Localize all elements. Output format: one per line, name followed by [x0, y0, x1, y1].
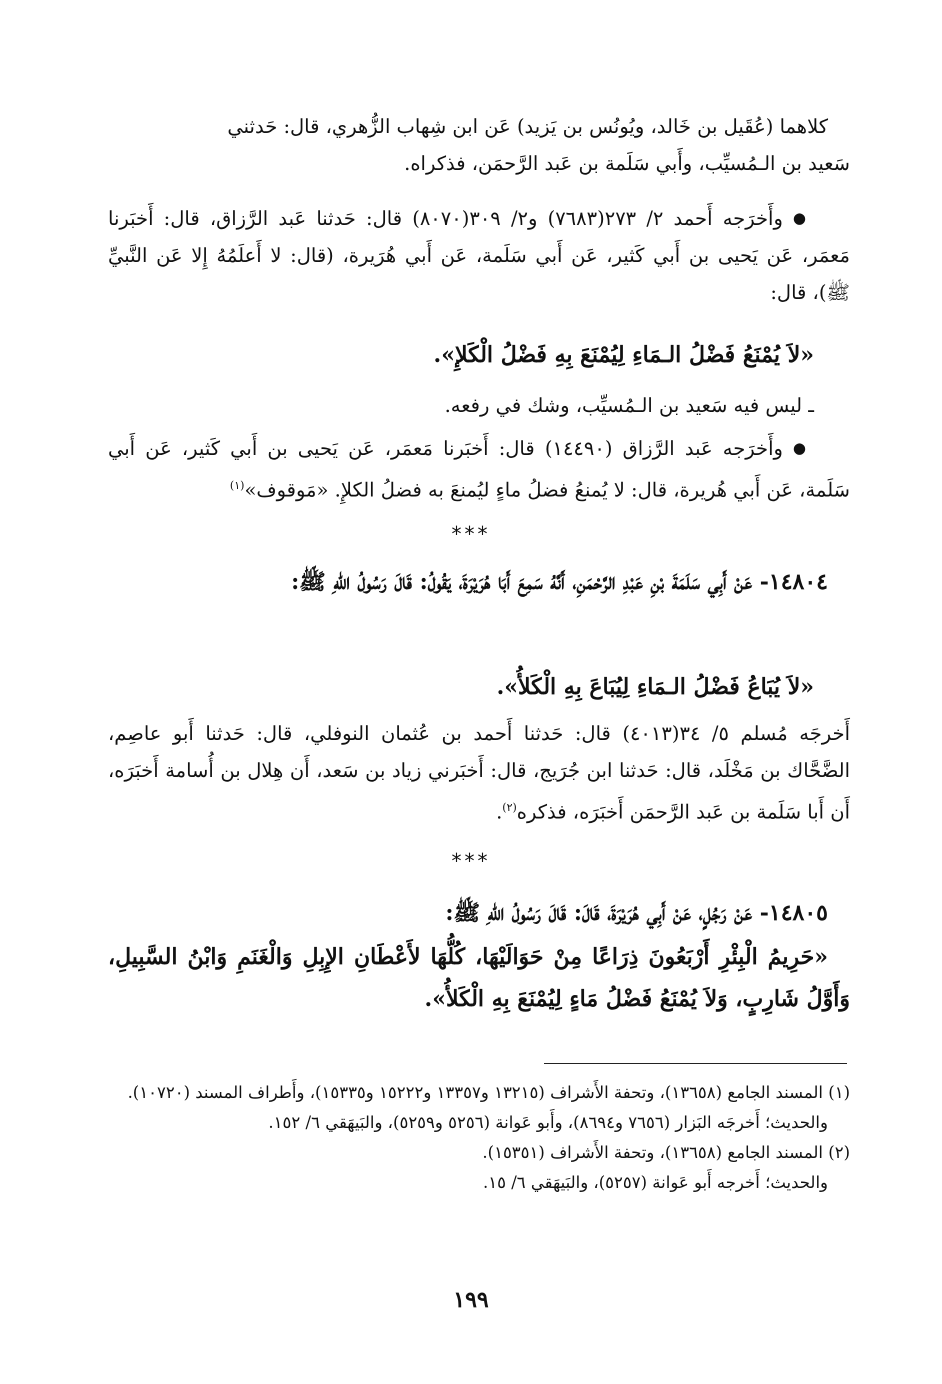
footnote-ref: (٢)	[502, 801, 517, 814]
hadith-quote: «لاَ يُبَاعُ فَضْلُ الـمَاءِ لِيُبَاعَ بِهِ الْكَلأُ».	[496, 674, 814, 700]
hadith-text: ١٤٨٠٤- عَنْ أَبِي سَلَمَةَ بْنِ عَبْدِ الرَّحْمَنِ، أَنَّهُ سَمِعَ أَبَا هُرَيْرَةَ، يَقُولُ: قَالَ رَسُولُ اللهِ ﷺ:	[291, 569, 828, 595]
bullet-icon: ●	[792, 209, 806, 227]
paragraph-takhrij-muslim	[108, 715, 850, 831]
footnote-divider	[544, 1063, 847, 1064]
paragraph-takhrij-abdurrazzaq	[108, 430, 850, 509]
footnote-1: (١) المسند الجامع (١٣٦٥٨)، وتحفة الأَشراف (١٣٢١٥ و١٣٣٥٧ و١٥٢٢٢ و١٥٣٣٥)، وأَطراف المسند (١٠٧٢٠).	[127, 1083, 850, 1102]
takhrij-text: أَخرجَه مُسلم ٥/ ٣٤(٤٠١٣) قال: حَدثنا أَحمد بن عُثمان النوفلي، قال: حَدثنا أَبو عاصِم، الضَّحَّاك بن مَخْلَد، قال: حَدثنا ابن جُرَيج، قال: أَخبَرني زياد بن سَعد، أَن هِلال بن أُسامة أَخبَرَه، أَن أَبا سَلَمة بن عَبد الرَّحمَن أَخبَرَه، فذكره	[108, 722, 850, 824]
hadith-text: ١٤٨٠٥- عَنْ رَجُلٍ، عَنْ أَبِي هُرَيْرَةَ، قَالَ: قَالَ رَسُولُ اللهِ ﷺ:	[445, 900, 828, 926]
takhrij-text: وأَخرَجه أَحمد ٢/ ٢٧٣(٧٦٨٣) و٢/ ٣٠٩(٨٠٧٠) قال: حَدثنا عَبد الرَّزاق، قال: أَخبَرنا مَعمَر، عَن يَحيى بن أَبي كَثير، عَن أَبي سَلَمة، عَن أَبي هُرَيرة، (قال: لا أَعلَمُهُ إِلا عَن النَّبيِّ ﷺ)، قال:	[108, 207, 850, 304]
paragraph-chain-intro	[108, 108, 850, 182]
footnotes	[108, 1078, 850, 1198]
footnote-2-hadith: والحديث؛ أَخرجه أَبو عَوانة (٥٢٥٧)، والبَيهَقي ٦/ ١٥.	[483, 1173, 828, 1192]
hadith-14805-heading	[108, 892, 850, 934]
page-number: ١٩٩	[453, 1287, 489, 1313]
hadith-quote: «لاَ يُمْنَعُ فَضْلُ الـمَاءِ لِيُمْنَعَ بِهِ فَضْلُ الْكَلإِ».	[433, 342, 814, 368]
hadith-text: «حَرِيمُ الْبِئْرِ أَرْبَعُونَ ذِرَاعًا مِنْ حَوَالَيْهَا، كُلُّهَا لأَعْطَانِ الإِبِلِ وَالْغَنَمِ وَابْنُ السَّبِيلِ، وَأَوَّلُ شَارِبٍ، وَلاَ يُمْنَعُ فَضْلُ مَاءٍ لِيُمْنَعَ بِهِ الْكَلأُ».	[108, 944, 850, 1012]
footnote-2: (٢) المسند الجامع (١٣٦٥٨)، وتحفة الأَشراف (١٥٣٥١).	[482, 1143, 850, 1162]
hadith-14805-text	[108, 936, 850, 1020]
takhrij-text: وأَخرَجه عَبد الرَّزاق (١٤٤٩٠) قال: أَخبَرنا مَعمَر، عَن يَحيى بن أَبي كَثير، عَن أَبي سَلَمة، عَن أَبي هُريرة، قال: لا يُمنعُ فضلُ ماءٍ ليُمنعَ به فضلُ الكلإِ. «مَوقوف»	[108, 437, 850, 502]
bullet-icon: ●	[792, 439, 806, 457]
footnote-ref: (١)	[229, 479, 245, 492]
hadith-14804-heading	[108, 561, 850, 603]
note-line: ـ ليس فيه سَعيد بن الـمُسيِّب، وشك في رفعه.	[444, 394, 814, 417]
section-separator: ***	[451, 849, 491, 873]
section-separator: ***	[451, 522, 491, 546]
sentence-end: .	[496, 800, 503, 824]
text-line: سَعيد بن الـمُسيِّب، وأَبي سَلَمة بن عَبد الرَّحمَن، فذكراه.	[404, 152, 850, 175]
text-line: كلاهما (عُقَيل بن خَالد، ويُونُس بن يَزيد) عَن ابن شِهاب الزُّهري، قال: حَدثني	[227, 115, 828, 138]
paragraph-takhrij-ahmad	[108, 200, 850, 311]
footnote-1-hadith: والحديث؛ أَخرجَه البَزار (٧٦٥٦ و٨٦٩٤)، وأَبو عَوانة (٥٢٥٦ و٥٢٥٩)، والبَيهَقي ٦/ ١٥٢.	[268, 1113, 828, 1132]
